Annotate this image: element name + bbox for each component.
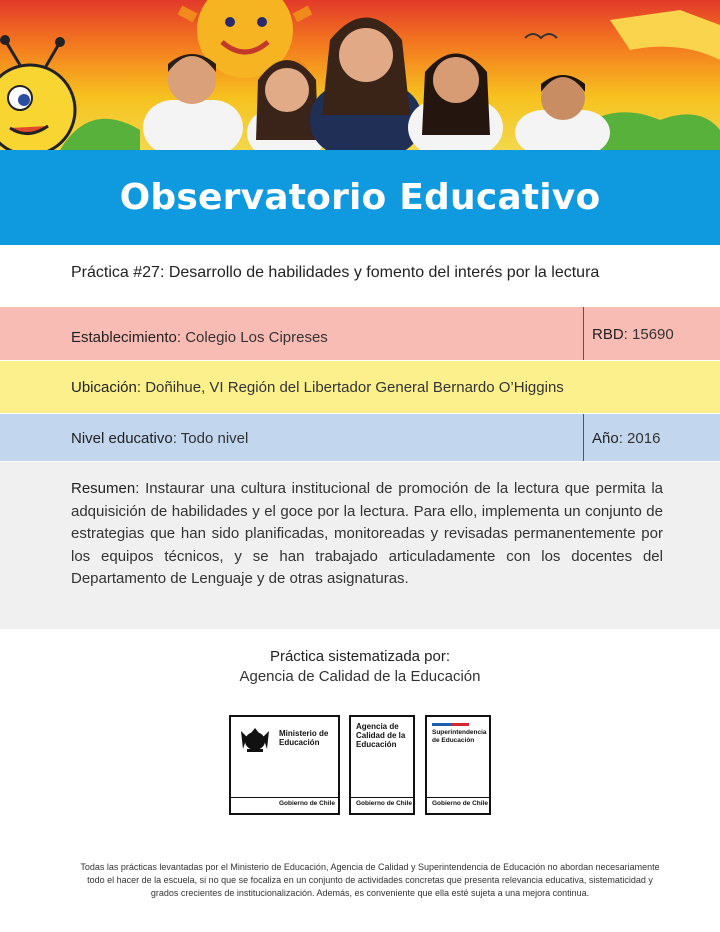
logo-ministerio-rule (231, 797, 338, 798)
nivel-value: : Todo nivel (172, 430, 249, 447)
hero-illustration (0, 0, 720, 150)
logo-agencia-gov: Gobierno de Chile (356, 800, 412, 807)
rbd-label: RBD (592, 326, 624, 343)
summary-label: Resumen (71, 480, 136, 497)
practice-number: Práctica #27 (71, 264, 160, 281)
rbd-value: : 15690 (623, 326, 674, 343)
establecimiento-field (71, 329, 328, 346)
logo-ministerio-educacion (229, 715, 340, 815)
credits-agency: Agencia de Calidad de la Educación (239, 668, 481, 685)
logo-agencia-rule (351, 797, 413, 798)
footnote: Todas las prácticas levantadas por el Ministerio de Educación, Agencia de Calidad y Superintendencia de Educación no abordan necesariamente todo el hacer de la escuela, si no que se focaliza en un conjunto de actividades concretas que presenta relevancia educativa, sistematicidad y grados crecientes de institucionalización. Además, es conveniente que ella esté sujeta a una mejora continua. (80, 862, 660, 898)
logo-ministerio-gov: Gobierno de Chile (279, 800, 335, 807)
anio-label: Año (592, 430, 619, 447)
logo-superintendencia-gov: Gobierno de Chile (432, 800, 488, 807)
anio-value: : 2016 (618, 430, 661, 447)
nivel-label: Nivel educativo (71, 430, 173, 447)
practice-title: : Desarrollo de habilidades y fomento del interés por la lectura (159, 264, 600, 281)
summary-paragraph (71, 478, 663, 591)
logo-color-bar (432, 723, 469, 726)
logo-superintendencia-name: Superintendencia de Educación (432, 729, 487, 744)
summary-text: : Instaurar una cultura institucional de promoción de la lectura que permita la adquisición de habilidades y el goce por la lectura. Para ello, implementa un conjunto de estrategias que han sido planificadas, monitoreadas y revisadas permanentemente por los equipos técnicos, y se han trabajado articuladamente con los docentes del Departamento de Lenguaje y de otras asignaturas. (71, 480, 663, 587)
establecimiento-value: : Colegio Los Cipreses (176, 329, 328, 346)
rbd-field (583, 307, 674, 360)
summary-section (0, 462, 720, 629)
page-title: Observatorio Educativo (119, 177, 601, 218)
logo-agencia-name: Agencia de Calidad de la Educación (356, 722, 406, 749)
row-establecimiento (0, 307, 720, 360)
hero-photo (0, 0, 720, 150)
logo-superintendencia (425, 715, 491, 815)
logo-ministerio-name: Ministerio de Educación (279, 729, 329, 747)
chile-coat-of-arms-icon (237, 725, 273, 753)
logo-superintendencia-rule (427, 797, 489, 798)
practice-line (71, 264, 599, 282)
row-ubicacion (0, 361, 720, 413)
ubicacion-field (71, 379, 564, 396)
logo-agencia-calidad (349, 715, 415, 815)
ubicacion-label: Ubicación (71, 379, 137, 396)
row-nivel (0, 414, 720, 461)
nivel-field (71, 430, 248, 447)
establecimiento-label: Establecimiento (71, 329, 177, 346)
title-banner (0, 150, 720, 245)
credits-heading: Práctica sistematizada por: (269, 648, 451, 665)
ubicacion-value: : Doñihue, VI Región del Libertador General Bernardo O’Higgins (136, 379, 564, 396)
anio-field (583, 414, 660, 461)
